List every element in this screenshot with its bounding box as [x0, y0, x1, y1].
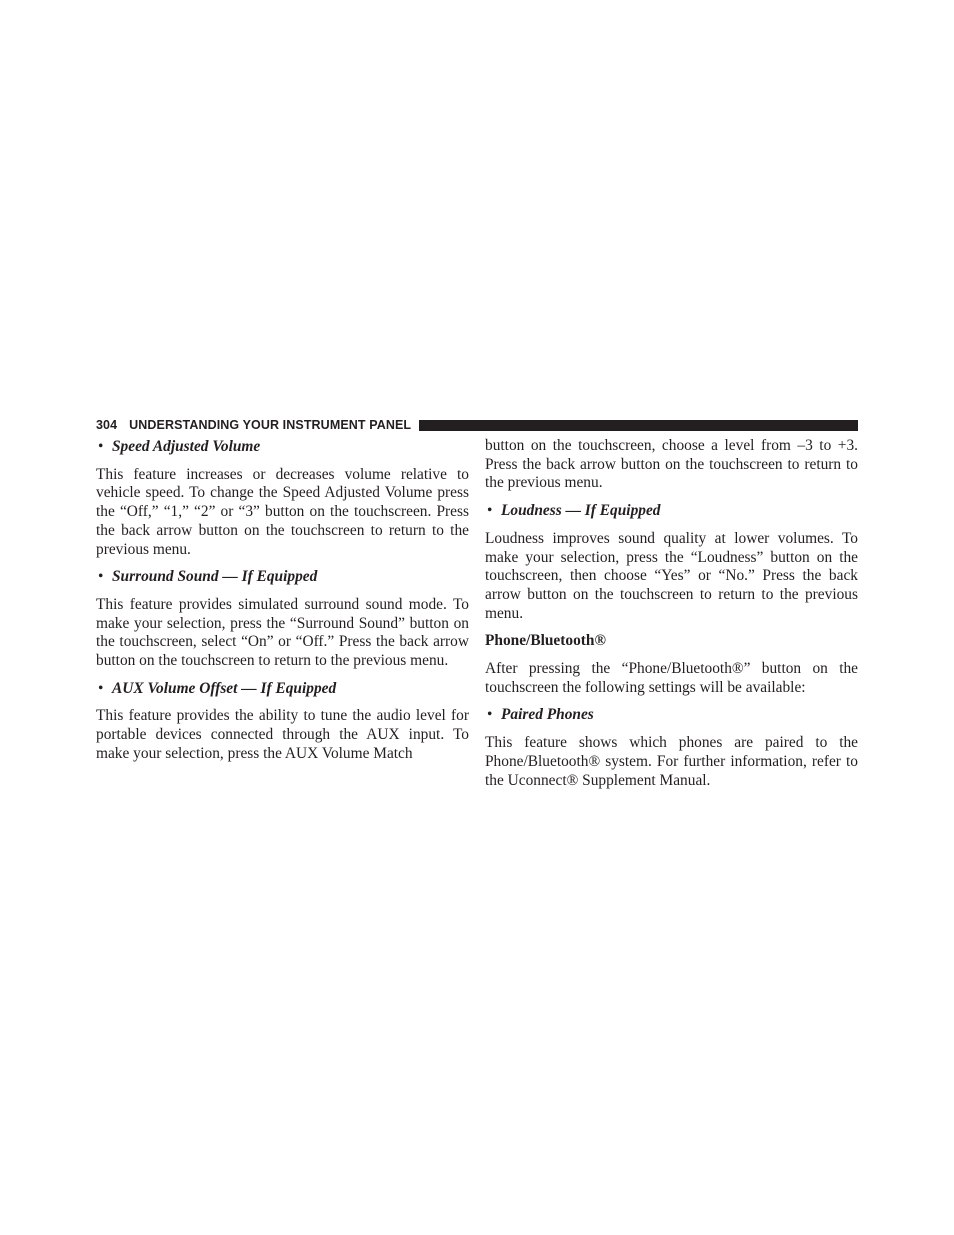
bullet-dot: •: [98, 679, 104, 697]
left-column: [96, 437, 469, 773]
bullet-aux-volume-offset: [96, 680, 469, 699]
right-column: [485, 437, 858, 799]
bullet-dot: •: [98, 568, 104, 586]
bullet-loudness: [485, 502, 858, 521]
paragraph-surround-sound: This feature provides simulated surround sound mode. To make your selection, press the “Surround Sound” button on the touchscreen, select “On” or “Off.” Press the back arrow button on the touchscreen to return to the previous menu.: [96, 595, 469, 670]
bullet-paired-phones: [485, 706, 858, 725]
paragraph-loudness: Loudness improves sound quality at lower volumes. To make your selection, press the “Loudness” button on the touchscreen, then choose “Yes” or “No.” Press the back arrow button on the touchscreen to return to the previous menu.: [485, 529, 858, 622]
page-number: 304: [96, 418, 118, 432]
bullet-label: Loudness — If Equipped: [501, 502, 661, 520]
page-header: [96, 417, 858, 433]
bullet-dot: •: [487, 706, 493, 724]
paragraph-aux-volume-offset: This feature provides the ability to tune the audio level for portable devices connected through the AUX input. To make your selection, press the AUX Volume Match: [96, 707, 469, 762]
section-title: UNDERSTANDING YOUR INSTRUMENT PANEL: [129, 418, 412, 432]
bullet-label: AUX Volume Offset — If Equipped: [112, 679, 337, 697]
header-rule: [419, 420, 858, 431]
bullet-label: Surround Sound — If Equipped: [112, 568, 318, 586]
bullet-speed-adjusted-volume: [96, 438, 469, 457]
paragraph-aux-continued: button on the touchscreen, choose a level from –3 to +3. Press the back arrow button on the touchscreen to return to the previous menu.: [485, 437, 858, 492]
bullet-label: Paired Phones: [501, 706, 594, 724]
bullet-label: Speed Adjusted Volume: [112, 438, 261, 455]
bullet-dot: •: [487, 502, 493, 520]
paragraph-phone-bluetooth: After pressing the “Phone/Bluetooth®” button on the touchscreen the following settings will be available:: [485, 660, 858, 696]
paragraph-paired-phones: This feature shows which phones are paired to the Phone/Bluetooth® system. For further information, refer to the Uconnect® Supplement Manual.: [485, 734, 858, 789]
paragraph-speed-adjusted-volume: This feature increases or decreases volume relative to vehicle speed. To change the Speed Adjusted Volume press the “Off,” “1,” “2” or “3” button on the touchscreen. Press the back arrow button on the touchscreen to return to the previous menu.: [96, 465, 469, 558]
heading-phone-bluetooth: Phone/Bluetooth®: [485, 632, 606, 650]
bullet-surround-sound: [96, 568, 469, 587]
bullet-dot: •: [98, 438, 104, 455]
